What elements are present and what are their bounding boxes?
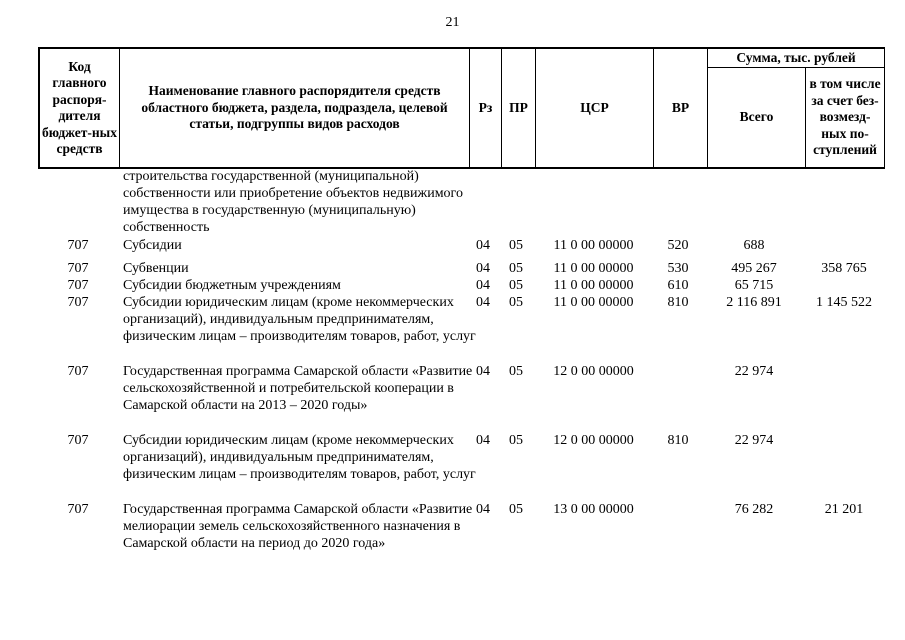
cell-code: 707 [67,364,89,379]
cell-grants: 1 145 522 [816,295,872,310]
cell-pr: 05 [509,433,523,448]
cell-name: Субсидии юридическим лицам (кроме некоммерческих организаций), индивидуальным предпринимателям, физическим лицам – производителям товаров, работ, услуг [123,295,476,344]
cell-sum: 2 116 891 [726,295,782,310]
cell-sum: 22 974 [734,433,774,448]
cell-name: Субсидии юридическим лицам (кроме некоммерческих организаций), индивидуальным предпринимателям, физическим лицам – производителям товаров, работ, услуг [123,433,476,482]
cell-csr: 11 0 00 00000 [553,295,634,310]
cell-sum: 22 974 [734,364,774,379]
cell-vr: 520 [667,238,689,253]
cell-csr: 12 0 00 00000 [553,433,634,448]
cell-rz: 04 [476,502,490,517]
cell-code: 707 [67,278,89,293]
cell-name: Субсидии [123,238,182,253]
cell-code: 707 [67,502,89,517]
header-pr: ПР [502,49,536,168]
page-number: 21 [445,15,460,30]
header-vsego: Всего [708,68,806,168]
cell-vr: 810 [667,295,689,310]
header-vr: ВР [654,49,708,168]
cell-code: 707 [67,238,89,253]
cell-sum: 76 282 [734,502,774,517]
cell-pr: 05 [509,238,523,253]
cell-sum: 688 [743,238,765,253]
cell-csr: 13 0 00 00000 [553,502,634,517]
cell-grants: 21 201 [824,502,864,517]
cell-pr: 05 [509,261,523,276]
cell-name: Субсидии бюджетным учреждениям [123,278,341,293]
cell-pr: 05 [509,278,523,293]
cell-sum: 495 267 [731,261,777,276]
cell-rz: 04 [476,364,490,379]
header-csr: ЦСР [536,49,654,168]
cell-name: Государственная программа Самарской области «Развитие мелиорации земель сельскохозяйственного назначения в Самарской области на период до 2020 года» [123,502,473,551]
cell-csr: 11 0 00 00000 [553,261,634,276]
cell-sum: 65 715 [734,278,774,293]
cell-pr: 05 [509,295,523,310]
cell-name: Субвенции [123,261,189,276]
cell-rz: 04 [476,261,490,276]
cell-pr: 05 [509,364,523,379]
cell-vr: 810 [667,433,689,448]
cell-csr: 11 0 00 00000 [553,278,634,293]
cell-pr: 05 [509,502,523,517]
cell-name: Государственная программа Самарской области «Развитие сельскохозяйственной и потребительской кооперации в Самарской области на 2013 – 2020 годы» [123,364,473,413]
header-rz: Рз [470,49,502,168]
header-grants: в том числе за счет без-возмезд-ных по-ступлений [806,68,885,168]
header-name: Наименование главного распорядителя средств областного бюджета, раздела, подраздела, целевой статьи, подгруппы видов расходов [120,49,470,168]
cell-rz: 04 [476,238,490,253]
cell-rz: 04 [476,433,490,448]
header-code: Код главного распоря-дителя бюджет-ных средств [40,49,120,168]
cell-code: 707 [67,295,89,310]
cell-code: 707 [67,433,89,448]
cell-rz: 04 [476,295,490,310]
cell-vr: 530 [667,261,689,276]
cell-vr: 610 [667,278,689,293]
cell-rz: 04 [476,278,490,293]
cell-code: 707 [67,261,89,276]
header-summa: Сумма, тыс. рублей [708,49,885,68]
continuation-text: строительства государственной (муниципальной) собственности или приобретение объектов недвижимого имущества в государственную (муниципальную) собственность [123,169,463,235]
table-header [38,47,885,169]
cell-csr: 11 0 00 00000 [553,238,634,253]
cell-grants: 358 765 [821,261,867,276]
cell-csr: 12 0 00 00000 [553,364,634,379]
